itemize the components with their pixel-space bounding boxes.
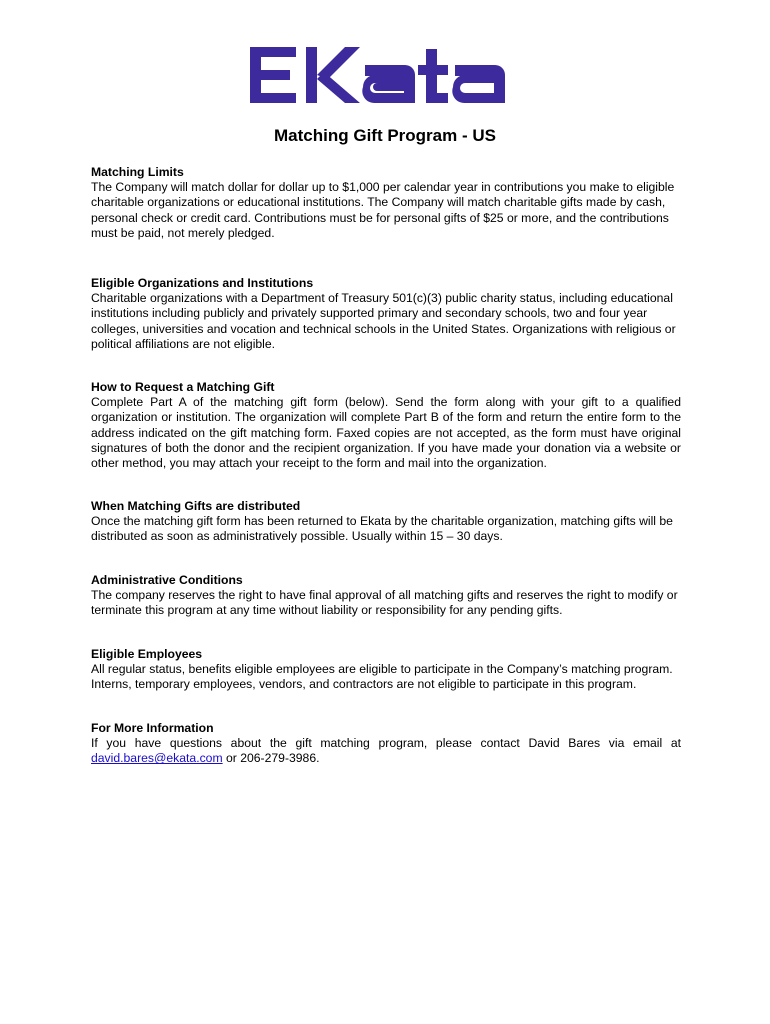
section-administrative-conditions xyxy=(91,573,681,619)
section-body: Charitable organizations with a Department of Treasury 501(c)(3) public charity status, including educational institutions including publicly and privately supported primary and secondary schools, two and four year colleges, universities and vocation and technical schools in the United States. Organizations with religious or political affiliations are not eligible. xyxy=(91,291,676,351)
section-heading: Matching Limits xyxy=(91,165,184,179)
section-matching-limits xyxy=(91,165,681,241)
section-eligible-employees xyxy=(91,647,681,693)
section-body xyxy=(91,736,681,766)
section-body: All regular status, benefits eligible employees are eligible to participate in the Company’s matching program. Interns, temporary employees, vendors, and contractors are not eligible to participate in this program. xyxy=(91,662,673,692)
section-body: The Company will match dollar for dollar up to $1,000 per calendar year in contributions you make to eligible charitable organizations or educational institutions. The Company will match charitable gifts made by cash, personal check or credit card. Contributions must be for personal gifts of $25 or more, and the contributions must be paid, not merely pledged. xyxy=(91,180,675,240)
phone-text: or 206-279-3986. xyxy=(222,751,320,766)
section-how-to-request xyxy=(91,380,681,471)
section-heading: When Matching Gifts are distributed xyxy=(91,499,301,513)
page-title: Matching Gift Program - US xyxy=(274,126,496,145)
section-body: Complete Part A of the matching gift form (below). Send the form along with your gift to a qualified organization or institution. The organization will complete Part B of the form and return the entire form to the address indicated on the gift matching form. Faxed copies are not accepted, as the form must have original signatures of both the donor and the recipient organization. If you have made your donation via a website or other method, you may attach your receipt to the form and mail into the organization. xyxy=(91,395,681,471)
section-eligible-organizations xyxy=(91,276,681,352)
section-heading: Eligible Employees xyxy=(91,647,203,661)
ekata-logo xyxy=(250,45,520,105)
section-heading: Eligible Organizations and Institutions xyxy=(91,276,314,290)
section-heading: Administrative Conditions xyxy=(91,573,243,587)
section-heading: How to Request a Matching Gift xyxy=(91,380,275,394)
section-body: The company reserves the right to have final approval of all matching gifts and reserves the right to modify or terminate this program at any time without liability or responsibility for any pending gifts. xyxy=(91,588,678,618)
section-distribution xyxy=(91,499,681,545)
contact-text: If you have questions about the gift matching program, please contact David Bares via email at xyxy=(91,736,681,751)
section-body: Once the matching gift form has been returned to Ekata by the charitable organization, matching gifts will be distributed as soon as administratively possible. Usually within 15 – 30 days. xyxy=(91,514,673,544)
section-more-information xyxy=(91,721,681,767)
email-link[interactable]: david.bares@ekata.com xyxy=(91,751,223,766)
section-heading: For More Information xyxy=(91,721,214,735)
